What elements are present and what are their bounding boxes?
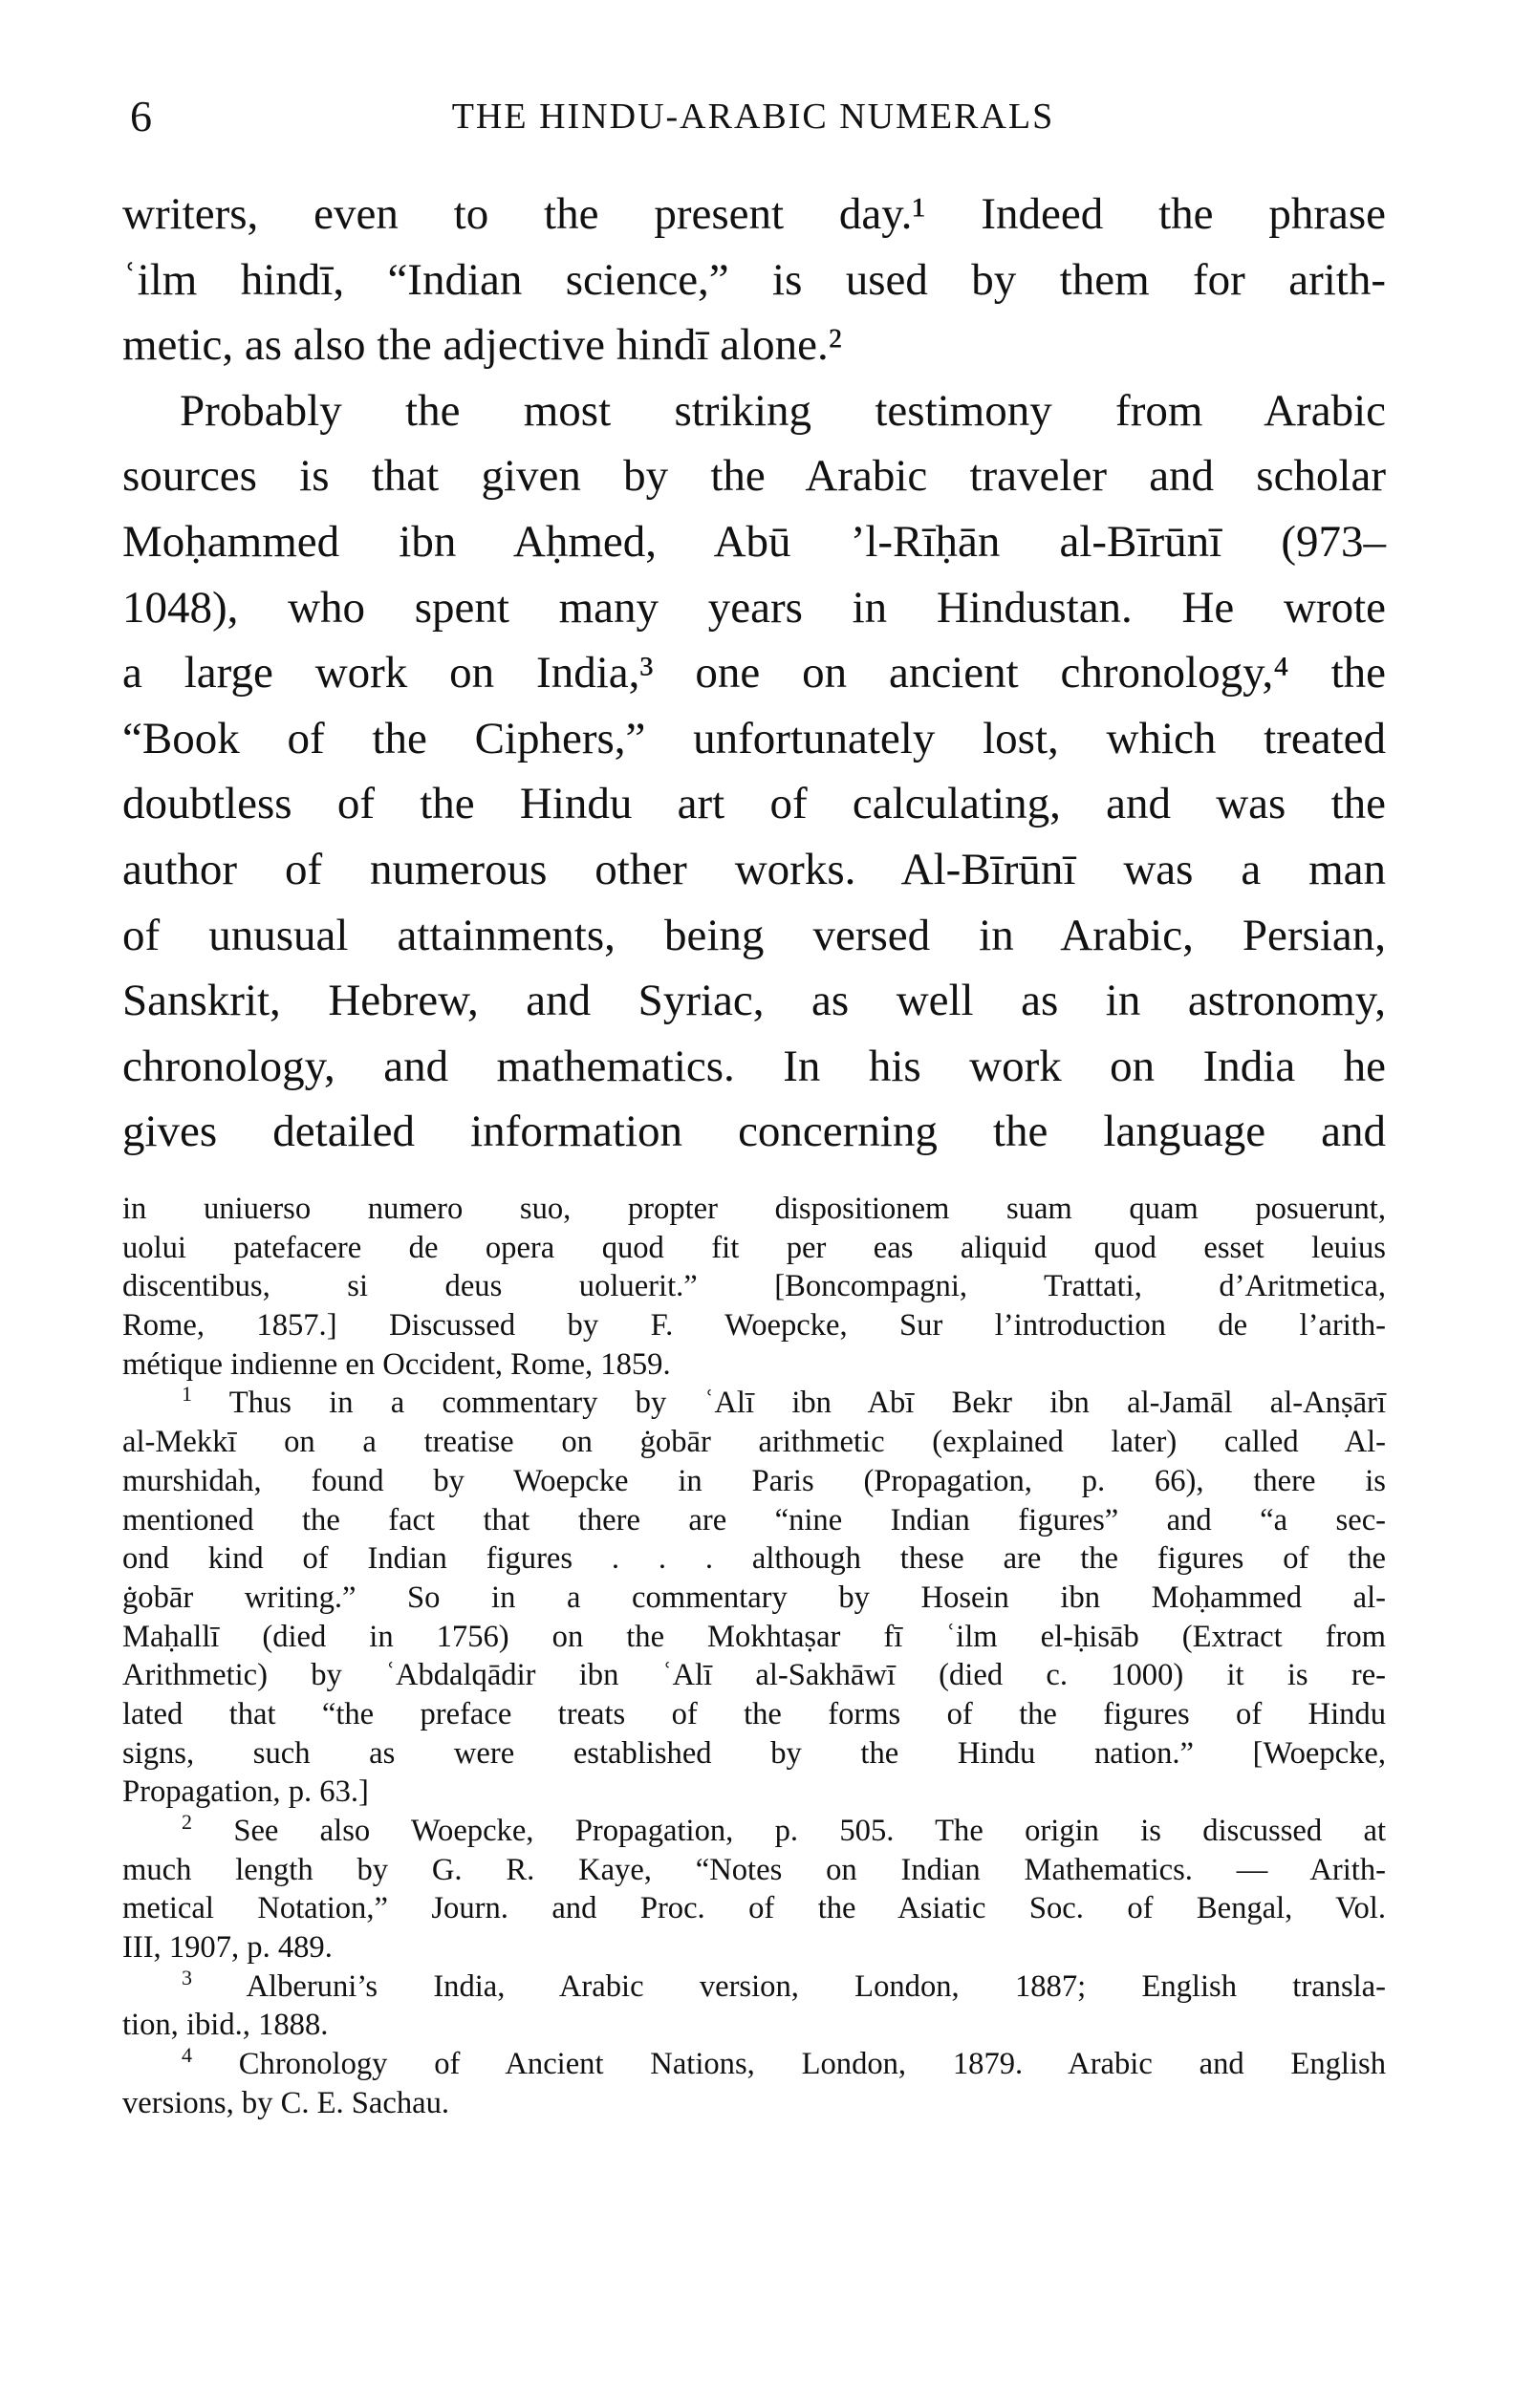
- body-line: chronology, and mathematics. In his work on India he: [122, 1041, 1386, 1091]
- footnote-4-text: Chronology of Ancient Nations, London, 1879. Arabic and English: [238, 2047, 1386, 2082]
- running-head: THE HINDU-ARABIC NUMERALS: [451, 97, 1055, 137]
- footnote-1-line: [122, 1384, 1386, 1423]
- footnote-line: discentibus, si deus uoluerit.” [Boncompagni, Trattati, d’Aritmetica,: [122, 1269, 1386, 1304]
- footnote-1-text: Thus in a commentary by ʿAlī ibn Abī Bekr ibn al-Jamāl al-Anṣārī: [228, 1386, 1386, 1421]
- footnote-line: ġobār writing.” So in a commentary by Hosein ibn Moḥammed al-: [122, 1580, 1386, 1615]
- footnote-line: tion, ibid., 1888.: [122, 2008, 329, 2043]
- footnote-3-text: Alberuni’s India, Arabic version, London, 1887; English transla-: [246, 1968, 1386, 2004]
- footnote-line: ond kind of Indian figures . . . although these are the figures of the: [122, 1541, 1386, 1577]
- footnote-line: III, 1907, p. 489.: [122, 1930, 333, 1966]
- footnote-line: Maḥallī (died in 1756) on the Mokhtaṣar fī ʿilm el-ḥisāb (Extract from: [122, 1619, 1386, 1654]
- footnote-line: al-Mekkī on a treatise on ġobār arithmetic (explained later) called Al-: [122, 1425, 1386, 1460]
- body-line: 1048), who spent many years in Hindustan. He wrote: [122, 582, 1386, 633]
- footnote-line: métique indienne en Occident, Rome, 1859.: [122, 1346, 671, 1382]
- body-line: author of numerous other works. Al-Bīrūnī was a man: [122, 844, 1386, 894]
- body-line: a large work on India,³ one on ancient chronology,⁴ the: [122, 648, 1386, 699]
- body-line: gives detailed information concerning the language and: [122, 1107, 1386, 1157]
- footnote-3-line: [122, 1967, 1386, 2007]
- footnote-4-line: [122, 2045, 1386, 2084]
- body-line: Moḥammed ibn Aḥmed, Abū ’l-Rīḥān al-Bīrūnī (973–: [122, 516, 1386, 567]
- body-line: sources is that given by the Arabic traveler and scholar: [122, 451, 1386, 502]
- footnotes: [122, 1190, 1386, 2123]
- footnote-line: metical Notation,” Journ. and Proc. of the Asiatic Soc. of Bengal, Vol.: [122, 1891, 1386, 1926]
- body-line: ʿilm hindī, “Indian science,” is used by them for arith-: [122, 254, 1386, 305]
- footnote-marker: 2: [182, 1810, 192, 1835]
- footnote-line: signs, such as were established by the Hindu nation.” [Woepcke,: [122, 1735, 1386, 1771]
- body-line: doubtless of the Hindu art of calculating, and was the: [122, 779, 1386, 829]
- body-line: of unusual attainments, being versed in Arabic, Persian,: [122, 910, 1386, 960]
- page-number: 6: [130, 92, 152, 140]
- body-line: metic, as also the adjective hindī alone.²: [122, 320, 842, 371]
- body-line: “Book of the Ciphers,” unfortunately lost, which treated: [122, 713, 1386, 763]
- footnote-2-text: See also Woepcke, Propagation, p. 505. The origin is discussed at: [233, 1814, 1386, 1848]
- footnote-2-line: [122, 1812, 1386, 1851]
- body-line: Sanskrit, Hebrew, and Syriac, as well as in astronomy,: [122, 976, 1386, 1026]
- footnote-line: versions, by C. E. Sachau.: [122, 2085, 450, 2120]
- footnote-line: mentioned the fact that there are “nine Indian figures” and “a sec-: [122, 1502, 1386, 1537]
- footnote-line: Rome, 1857.] Discussed by F. Woepcke, Sur l’introduction de l’arith-: [122, 1308, 1386, 1344]
- footnote-line: Propagation, p. 63.]: [122, 1774, 369, 1810]
- main-text: [122, 182, 1386, 1165]
- footnote-marker: 3: [182, 1965, 192, 1989]
- footnote-line: uolui patefacere de opera quod fit per eas aliquid quod esset leuius: [122, 1230, 1386, 1265]
- footnote-line: Arithmetic) by ʿAbdalqādir ibn ʿAlī al-Sakhāwī (died c. 1000) it is re-: [122, 1658, 1386, 1693]
- footnote-marker: 4: [182, 2043, 192, 2068]
- body-line: Probably the most striking testimony from Arabic: [180, 385, 1386, 436]
- body-line: writers, even to the present day.¹ Indeed the phrase: [122, 189, 1386, 239]
- footnote-line: lated that “the preface treats of the forms of the figures of Hindu: [122, 1696, 1386, 1731]
- page-header: [122, 88, 1384, 145]
- footnote-line: murshidah, found by Woepcke in Paris (Propagation, p. 66), there is: [122, 1463, 1386, 1498]
- footnote-line: much length by G. R. Kaye, “Notes on Indian Mathematics. — Arith-: [122, 1852, 1386, 1887]
- footnote-line: in uniuerso numero suo, propter dispositionem suam quam posuerunt,: [122, 1192, 1386, 1226]
- footnote-marker: 1: [182, 1382, 192, 1407]
